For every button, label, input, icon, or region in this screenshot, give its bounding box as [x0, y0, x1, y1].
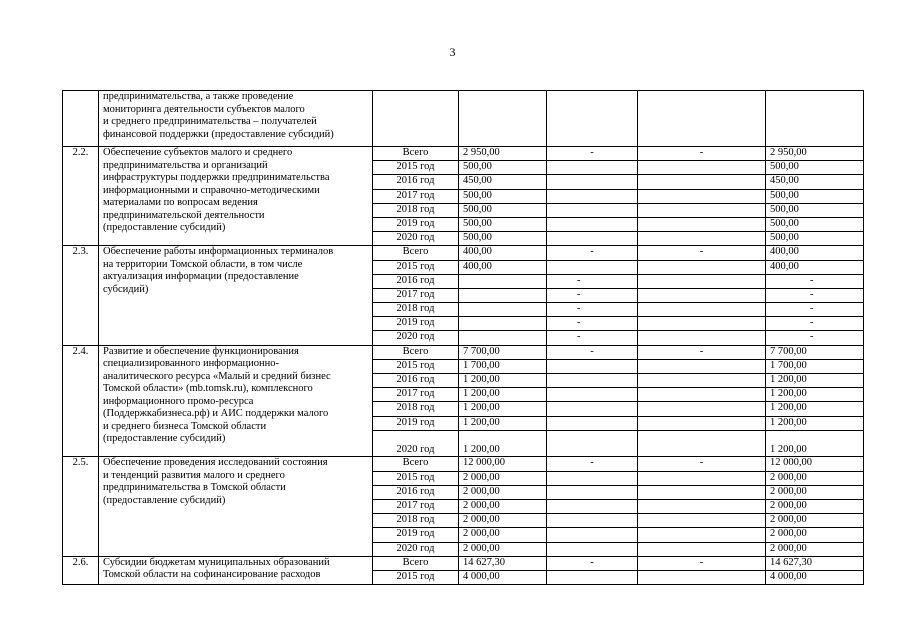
period-cell: 2019 год — [373, 416, 459, 430]
item-number-cell: 2.6. — [63, 556, 99, 584]
description-line: актуализация информации (предоставление — [103, 271, 299, 283]
period-cell: 2019 год — [373, 317, 459, 331]
federal-budget-cell — [547, 217, 638, 231]
period-cell: 2017 год — [373, 388, 459, 402]
federal-budget-cell — [547, 388, 638, 402]
period-cell: 2018 год — [373, 514, 459, 528]
period-cell: 2020 год — [373, 542, 459, 556]
description-line: информационного промо-ресурса — [103, 395, 254, 407]
period-cell: 2017 год — [373, 288, 459, 302]
period-cell: Всего — [373, 246, 459, 260]
local-budget-cell — [638, 189, 766, 203]
table-row — [63, 345, 864, 359]
federal-budget-cell — [547, 331, 638, 345]
description-line: информационными и справочно-методическими — [103, 184, 320, 196]
regional-budget-cell: 1 200,00 — [766, 402, 864, 416]
amount-cell: 2 000,00 — [459, 500, 547, 514]
local-budget-cell — [638, 232, 766, 246]
amount-cell: - — [459, 303, 547, 317]
item-number-cell: 2.3. — [63, 246, 99, 345]
federal-budget-cell — [547, 374, 638, 388]
period-cell: Всего — [373, 457, 459, 471]
regional-budget-cell: 1 200,00 — [766, 416, 864, 430]
amount-cell: - — [459, 331, 547, 345]
local-budget-cell — [638, 317, 766, 331]
local-budget-cell — [638, 485, 766, 499]
federal-budget-cell — [547, 288, 638, 302]
federal-budget-cell — [547, 232, 638, 246]
description-line: материалами по вопросам ведения — [103, 197, 258, 208]
period-cell: 2019 год — [373, 217, 459, 231]
federal-budget-cell — [547, 570, 638, 584]
description-line: финансовой поддержки (предоставление субсидий) — [103, 128, 334, 140]
page-number: 3 — [449, 45, 456, 59]
local-budget-cell — [638, 514, 766, 528]
period-cell: 2015 год — [373, 260, 459, 274]
local-budget-cell — [638, 303, 766, 317]
amount-cell: 500,00 — [459, 189, 547, 203]
item-number-cell — [63, 91, 99, 147]
item-description-cell — [99, 246, 373, 345]
period-cell: 2017 год — [373, 500, 459, 514]
description-line: Томской области» (mb.tomsk.ru), комплексного — [103, 383, 313, 395]
federal-budget-cell: - — [547, 147, 638, 161]
description-line: (предоставление субсидий) — [103, 494, 226, 506]
description-line: предпринимательства, а также проведение — [103, 91, 294, 102]
local-budget-cell: - — [638, 457, 766, 471]
amount-cell: 500,00 — [459, 232, 547, 246]
amount-cell: 2 000,00 — [459, 542, 547, 556]
period-cell: 2015 год — [373, 570, 459, 584]
federal-budget-cell — [547, 303, 638, 317]
amount-cell: 400,00 — [459, 246, 547, 260]
regional-budget-cell: - — [766, 331, 864, 345]
local-budget-cell: - — [638, 147, 766, 161]
item-description-cell — [99, 147, 373, 246]
description-line: аналитического ресурса «Малый и средний бизнес — [103, 370, 331, 382]
regional-budget-cell: 1 200,00 — [766, 430, 864, 457]
federal-budget-cell — [547, 274, 638, 288]
local-budget-cell: - — [638, 345, 766, 359]
local-budget-cell — [638, 331, 766, 345]
amount-cell: 4 000,00 — [459, 570, 547, 584]
description-line: предпринимательства и организаций — [103, 159, 268, 171]
regional-budget-cell: 1 700,00 — [766, 359, 864, 373]
local-budget-cell — [638, 175, 766, 189]
regional-budget-cell: - — [766, 288, 864, 302]
federal-budget-cell — [547, 161, 638, 175]
federal-budget-cell — [547, 203, 638, 217]
regional-budget-cell: - — [766, 303, 864, 317]
amount-cell: 2 000,00 — [459, 471, 547, 485]
regional-budget-cell: - — [766, 274, 864, 288]
description-line: предпринимательской деятельности — [103, 209, 265, 221]
regional-budget-cell: 2 000,00 — [766, 542, 864, 556]
amount-cell: 2 000,00 — [459, 485, 547, 499]
local-budget-cell — [638, 374, 766, 388]
regional-budget-cell: 400,00 — [766, 260, 864, 274]
description-line: Развитие и обеспечение функционирования — [103, 345, 299, 357]
local-budget-cell — [638, 542, 766, 556]
federal-budget-cell — [547, 260, 638, 274]
empty-cell — [459, 91, 547, 147]
regional-budget-cell: 500,00 — [766, 217, 864, 231]
item-number-cell: 2.2. — [63, 147, 99, 246]
local-budget-cell — [638, 471, 766, 485]
regional-budget-cell: 2 000,00 — [766, 514, 864, 528]
period-cell: 2020 год — [373, 430, 459, 457]
period-cell: 2016 год — [373, 274, 459, 288]
description-line: и тенденций развития малого и среднего — [103, 469, 285, 481]
local-budget-cell: - — [638, 556, 766, 570]
regional-budget-cell: 500,00 — [766, 203, 864, 217]
amount-cell: 1 200,00 — [459, 374, 547, 388]
description-line: инфраструктуры поддержки предпринимательства — [103, 172, 330, 183]
period-cell: Всего — [373, 147, 459, 161]
period-cell: 2020 год — [373, 232, 459, 246]
amount-cell: - — [459, 317, 547, 331]
item-description-cell — [99, 556, 373, 584]
local-budget-cell: - — [638, 246, 766, 260]
regional-budget-cell: 2 000,00 — [766, 528, 864, 542]
regional-budget-cell: 2 000,00 — [766, 500, 864, 514]
item-description-cell — [99, 345, 373, 457]
item-description-cell — [99, 457, 373, 556]
federal-budget-cell — [547, 514, 638, 528]
regional-budget-cell: 1 200,00 — [766, 374, 864, 388]
federal-budget-cell: - — [547, 457, 638, 471]
amount-cell: 2 950,00 — [459, 147, 547, 161]
empty-cell — [766, 91, 864, 147]
program-table — [62, 90, 864, 585]
period-cell: 2020 год — [373, 331, 459, 345]
period-cell: 2016 год — [373, 175, 459, 189]
table-row — [63, 147, 864, 161]
amount-cell: 1 700,00 — [459, 359, 547, 373]
amount-cell: 1 200,00 — [459, 388, 547, 402]
description-line: (Поддержкабизнеса.рф) и АИС поддержки малого — [103, 408, 329, 420]
federal-budget-cell — [547, 471, 638, 485]
description-line: Обеспечение субъектов малого и среднего — [103, 147, 293, 158]
empty-cell — [373, 91, 459, 147]
description-line: Обеспечение проведения исследований состояния — [103, 457, 328, 469]
local-budget-cell — [638, 528, 766, 542]
federal-budget-cell — [547, 189, 638, 203]
regional-budget-cell: 500,00 — [766, 161, 864, 175]
local-budget-cell — [638, 430, 766, 457]
amount-cell: 2 000,00 — [459, 514, 547, 528]
regional-budget-cell: 14 627,30 — [766, 556, 864, 570]
local-budget-cell — [638, 217, 766, 231]
federal-budget-cell — [547, 542, 638, 556]
regional-budget-cell: 2 000,00 — [766, 485, 864, 499]
regional-budget-cell: 500,00 — [766, 189, 864, 203]
amount-cell: 1 200,00 — [459, 402, 547, 416]
local-budget-cell — [638, 203, 766, 217]
regional-budget-cell: - — [766, 317, 864, 331]
amount-cell: 500,00 — [459, 161, 547, 175]
period-cell: 2018 год — [373, 402, 459, 416]
description-line: (предоставление субсидий) — [103, 222, 226, 233]
description-line: Томской области на софинансирование расходов — [103, 569, 321, 581]
local-budget-cell — [638, 359, 766, 373]
regional-budget-cell: 4 000,00 — [766, 570, 864, 584]
regional-budget-cell: 2 950,00 — [766, 147, 864, 161]
amount-cell: - — [459, 288, 547, 302]
local-budget-cell — [638, 161, 766, 175]
amount-cell: 12 000,00 — [459, 457, 547, 471]
description-line: субсидий) — [103, 283, 149, 295]
regional-budget-cell: 450,00 — [766, 175, 864, 189]
description-line: Обеспечение работы информационных терминалов — [103, 246, 334, 258]
table-row — [63, 91, 864, 147]
amount-cell: 400,00 — [459, 260, 547, 274]
period-cell: 2016 год — [373, 374, 459, 388]
period-cell: 2016 год — [373, 485, 459, 499]
regional-budget-cell: 1 200,00 — [766, 388, 864, 402]
federal-budget-cell — [547, 416, 638, 430]
local-budget-cell — [638, 260, 766, 274]
regional-budget-cell: 400,00 — [766, 246, 864, 260]
regional-budget-cell: 500,00 — [766, 232, 864, 246]
empty-cell — [547, 91, 638, 147]
amount-cell: - — [459, 274, 547, 288]
amount-cell: 7 700,00 — [459, 345, 547, 359]
local-budget-cell — [638, 500, 766, 514]
amount-cell: 14 627,30 — [459, 556, 547, 570]
local-budget-cell — [638, 402, 766, 416]
period-cell: Всего — [373, 556, 459, 570]
federal-budget-cell — [547, 359, 638, 373]
local-budget-cell — [638, 570, 766, 584]
description-line: (предоставление субсидий) — [103, 433, 226, 445]
item-number-cell: 2.5. — [63, 457, 99, 556]
local-budget-cell — [638, 388, 766, 402]
item-number-cell: 2.4. — [63, 345, 99, 457]
amount-cell: 1 200,00 — [459, 416, 547, 430]
amount-cell: 2 000,00 — [459, 528, 547, 542]
item-description-cell — [99, 91, 373, 147]
period-cell: 2015 год — [373, 161, 459, 175]
description-line: и среднего бизнеса Томской области — [103, 420, 267, 432]
amount-cell: 450,00 — [459, 175, 547, 189]
local-budget-cell — [638, 288, 766, 302]
local-budget-cell — [638, 274, 766, 288]
amount-cell: 500,00 — [459, 203, 547, 217]
amount-cell: 500,00 — [459, 217, 547, 231]
period-cell: 2015 год — [373, 471, 459, 485]
period-cell: 2015 год — [373, 359, 459, 373]
federal-budget-cell — [547, 175, 638, 189]
federal-budget-cell — [547, 317, 638, 331]
period-cell: 2018 год — [373, 203, 459, 217]
federal-budget-cell: - — [547, 556, 638, 570]
federal-budget-cell: - — [547, 246, 638, 260]
federal-budget-cell — [547, 528, 638, 542]
federal-budget-cell — [547, 500, 638, 514]
table-row — [63, 246, 864, 260]
table-body — [63, 91, 864, 585]
federal-budget-cell: - — [547, 345, 638, 359]
description-line: на территории Томской области, в том числе — [103, 258, 303, 270]
description-line: и среднего предпринимательства – получателей — [103, 116, 317, 127]
description-line: Субсидии бюджетам муниципальных образований — [103, 556, 330, 568]
description-line: мониторинга деятельности субъектов малого — [103, 103, 305, 115]
table-row — [63, 556, 864, 570]
federal-budget-cell — [547, 402, 638, 416]
empty-cell — [638, 91, 766, 147]
federal-budget-cell — [547, 430, 638, 457]
regional-budget-cell: 2 000,00 — [766, 471, 864, 485]
regional-budget-cell: 12 000,00 — [766, 457, 864, 471]
regional-budget-cell: 7 700,00 — [766, 345, 864, 359]
local-budget-cell — [638, 416, 766, 430]
period-cell: Всего — [373, 345, 459, 359]
period-cell: 2019 год — [373, 528, 459, 542]
table-row — [63, 457, 864, 471]
description-line: специализированного информационно- — [103, 358, 280, 370]
description-line: предпринимательства в Томской области — [103, 482, 286, 494]
period-cell: 2017 год — [373, 189, 459, 203]
amount-cell: 1 200,00 — [459, 430, 547, 457]
period-cell: 2018 год — [373, 303, 459, 317]
federal-budget-cell — [547, 485, 638, 499]
